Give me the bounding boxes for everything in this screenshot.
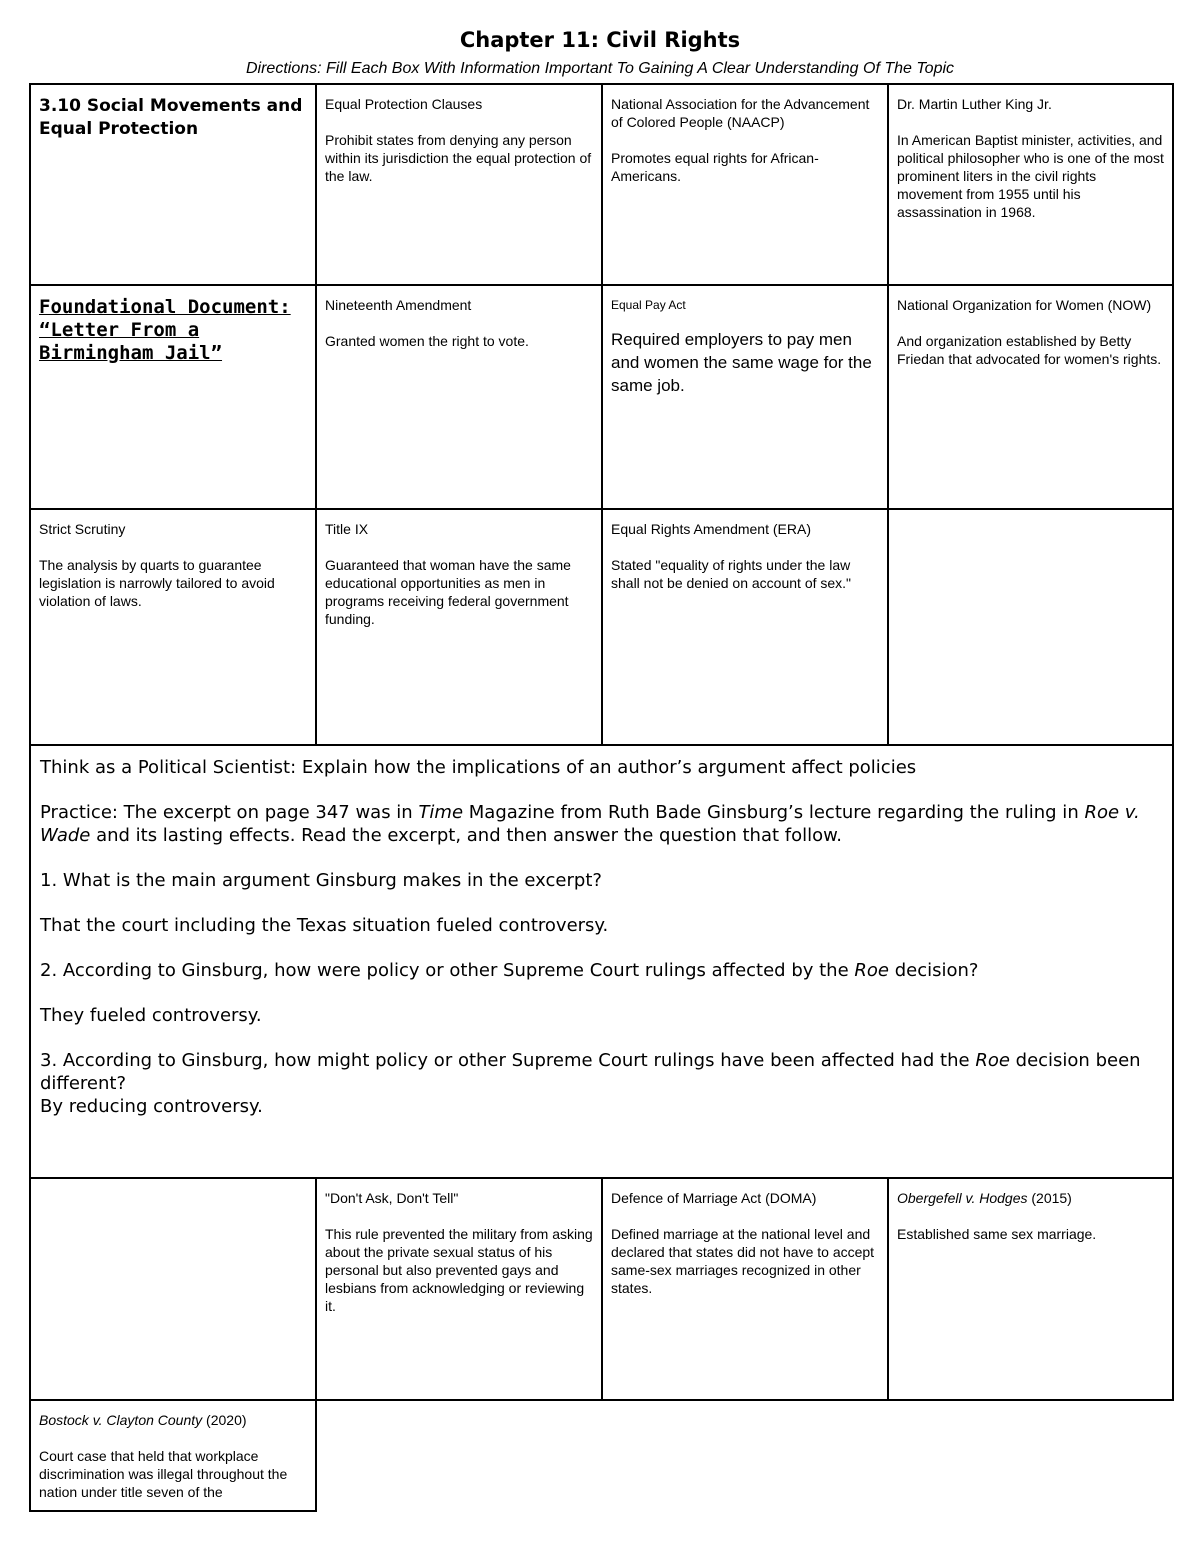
cell-empty (29, 1177, 317, 1401)
cell-nineteenth-amendment (315, 284, 603, 510)
cell-body: Stated "equality of rights under the law shall not be denied on account of sex." (611, 557, 852, 591)
think-box (29, 744, 1174, 1179)
practice-text: Practice: The excerpt on page 347 was in Time Magazine from Ruth Bade Ginsburg’s lecture regarding the ruling in Roe v. Wade and its lasting effects. Read the excerpt, and then answer the question that follow. (40, 802, 1140, 846)
cell-body: The analysis by quarts to guarantee legislation is narrowly tailored to avoid violation of laws. (39, 557, 275, 609)
cell-now (887, 284, 1174, 510)
cell-naacp (601, 83, 889, 286)
cell-body: Guaranteed that woman have the same educational opportunities as men in programs receiving federal government funding. (325, 557, 571, 627)
cell-strict-scrutiny (29, 508, 317, 746)
cell-body: Prohibit states from denying any person within its jurisdiction the equal protection of the law. (325, 132, 592, 184)
cell-title: Title IX (325, 521, 369, 537)
section-title: 3.10 Social Movements and Equal Protection (39, 96, 303, 139)
cell-bostock (29, 1399, 317, 1512)
cell-body: Established same sex marriage. (897, 1226, 1097, 1242)
cell-title: Nineteenth Amendment (325, 297, 472, 313)
cell-title: National Organization for Women (NOW) (897, 297, 1152, 313)
cell-title-ix (315, 508, 603, 746)
cell-body: In American Baptist minister, activities, and political philosopher who is one of the most prominent liters in the civil rights movement from 1955 until his assassination in 1968. (897, 132, 1164, 220)
page-title: Chapter 11: Civil Rights (459, 28, 741, 52)
foundational-document-title: Foundational Document: “Letter From a Birmingham Jail” (39, 296, 291, 364)
cell-dadt (315, 1177, 603, 1401)
answer-2: They fueled controversy. (40, 1005, 262, 1026)
answer-3: By reducing controversy. (40, 1096, 263, 1117)
cell-body: This rule prevented the military from asking about the private sexual status of his personal but also prevented gays and lesbians from acknowledging or reviewing it. (325, 1226, 593, 1314)
answer-1: That the court including the Texas situation fueled controversy. (40, 915, 609, 936)
cell-title: Bostock v. Clayton County (2020) (39, 1412, 247, 1428)
cell-body: Promotes equal rights for African-Americans. (611, 150, 819, 184)
cell-title: Defence of Marriage Act (DOMA) (611, 1190, 817, 1206)
cell-doma (601, 1177, 889, 1401)
cell-title: "Don't Ask, Don't Tell" (325, 1190, 459, 1206)
cell-empty (887, 508, 1174, 746)
section-cell (29, 83, 317, 286)
cell-title: Equal Pay Act (611, 298, 686, 312)
question-3: 3. According to Ginsburg, how might policy or other Supreme Court rulings have been affected had the Roe decision been different? (40, 1050, 1141, 1094)
cell-body: Required employers to pay men and women the same wage for the same job. (611, 330, 872, 395)
cell-title: Equal Protection Clauses (325, 96, 483, 112)
cell-obergefell (887, 1177, 1174, 1401)
foundational-document-cell (29, 284, 317, 510)
question-1: 1. What is the main argument Ginsburg makes in the excerpt? (40, 870, 602, 891)
cell-body: Court case that held that workplace discrimination was illegal throughout the nation under title seven of the (39, 1448, 288, 1500)
think-heading: Think as a Political Scientist: Explain how the implications of an author’s argument affect policies (40, 757, 917, 778)
cell-mlk (887, 83, 1174, 286)
cell-equal-protection (315, 83, 603, 286)
cell-equal-pay-act (601, 284, 889, 510)
cell-body: And organization established by Betty Friedan that advocated for women's rights. (897, 333, 1162, 367)
cell-title: National Association for the Advancement of Colored People (NAACP) (611, 96, 870, 130)
cell-title: Equal Rights Amendment (ERA) (611, 521, 811, 537)
cell-body: Defined marriage at the national level and declared that states did not have to accept same-sex marriages recognized in other states. (611, 1226, 875, 1296)
directions: Directions: Fill Each Box With Information Important To Gaining A Clear Understanding Of The Topic (245, 60, 955, 77)
cell-body: Granted women the right to vote. (325, 333, 529, 349)
cell-title: Obergefell v. Hodges (2015) (897, 1190, 1072, 1206)
cell-title: Dr. Martin Luther King Jr. (897, 96, 1052, 112)
cell-title: Strict Scrutiny (39, 521, 126, 537)
cell-era (601, 508, 889, 746)
question-2: 2. According to Ginsburg, how were policy or other Supreme Court rulings affected by the Roe decision? (40, 960, 979, 981)
